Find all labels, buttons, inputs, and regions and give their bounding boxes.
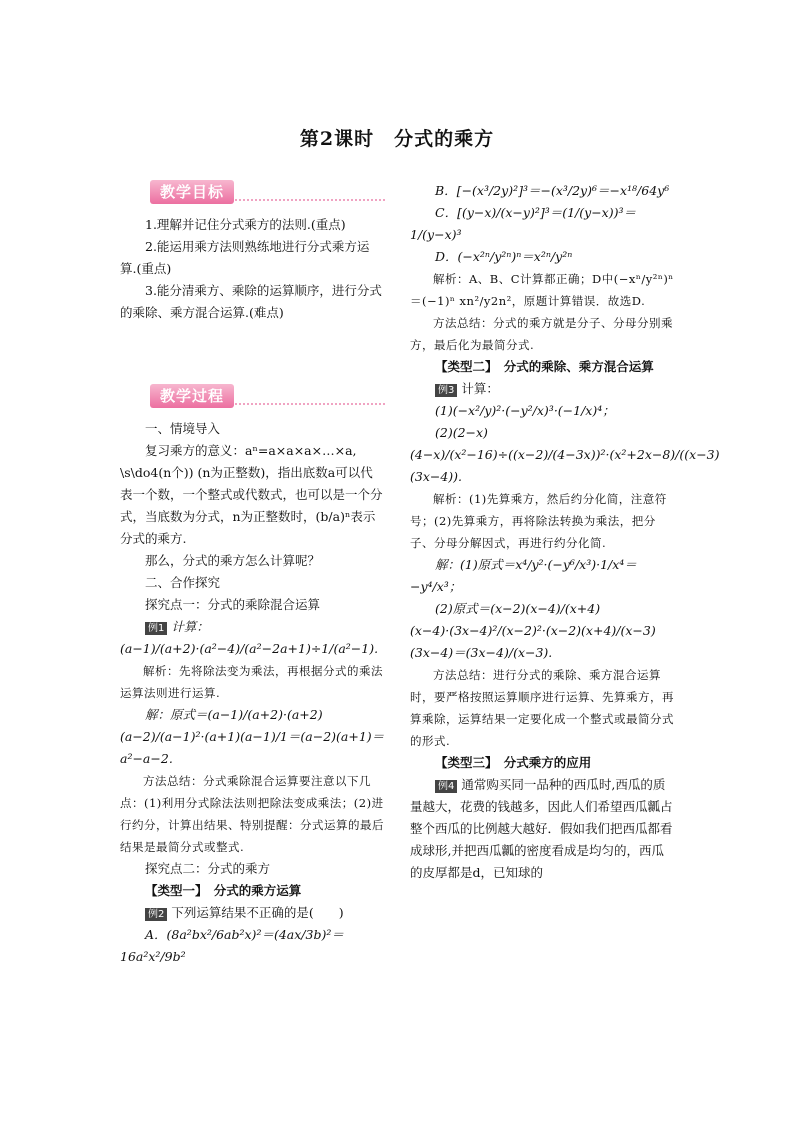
option-b: B．[−(x³/2y)²]³＝−(x³/2y)⁶＝−x¹⁸/64y⁶ <box>435 183 670 198</box>
point-heading: 探究点二：分式的乘方 <box>145 861 271 876</box>
section-heading: 二、合作探究 <box>145 575 221 590</box>
section-heading: 一、情境导入 <box>145 421 221 436</box>
example-1: 计算：(a−1)/(a+2)·(a²−4)/(a²−2a+1)÷1/(a²−1). <box>120 619 379 656</box>
example-3-solution-1: 解：(1)原式＝x⁴/y²·(−y⁶/x³)·1/x⁴＝−y⁴/x³； <box>410 557 637 594</box>
page-title: 第2课时 分式的乘方 <box>299 128 495 150</box>
example-tag: 例2 <box>145 908 167 921</box>
example-1-analysis: 解析：先将除法变为乘法，再根据分式的乘法运算法则进行运算. <box>120 664 383 700</box>
example-3-solution-2: (2)原式＝(x−2)(x−4)/(x+4)(x−4)·(3x−4)²/(x−2)²·(x−2)(x+4)/(x−3)(3x−4)＝(3x−4)/(x−3). <box>410 601 656 660</box>
option-d: D．(−x²ⁿ/y²ⁿ)ⁿ＝x²ⁿ/y²ⁿ <box>435 249 573 264</box>
goal-2: 2.能运用乘方法则熟练地进行分式乘方运算.(重点) <box>120 239 370 276</box>
example-tag: 例3 <box>435 384 457 397</box>
example-2-analysis: 解析：A、B、C计算都正确；D中(−xⁿ/y²ⁿ)ⁿ＝(−1)ⁿ xn²/y2n²，原题计算错误．故选D. <box>410 272 674 308</box>
banner-teaching-goals <box>120 180 385 206</box>
example-1-solution: 解：原式＝(a−1)/(a+2)·(a+2)(a−2)/(a−1)²·(a+1)(a−1)/1＝(a−2)(a+1)＝a²−a−2. <box>120 707 385 766</box>
example-3-part-2: (2)(2−x)(4−x)/(x²−16)÷((x−2)/(4−3x))²·(x²+2x−8)/((x−3)(3x−4)). <box>410 425 720 484</box>
intro-paragraph: 复习乘方的意义：aⁿ=a×a×a×…×a, \s\do4(n个)) (n为正整数)，指出底数a可以代表一个数，一个整式或代数式，也可以是一个分式，当底数为分式，n为正整数时，(b/a)ⁿ表示分式的乘方. <box>120 443 383 546</box>
goal-1: 1.理解并记住分式乘方的法则.(重点) <box>145 217 346 232</box>
intro-question: 那么，分式的乘方怎么计算呢？ <box>145 553 321 568</box>
example-3-analysis: 解析：(1)先算乘方，然后约分化简，注意符号；(2)先算乘方，再将除法转换为乘法，把分子、分母分解因式，再进行约分化简. <box>410 492 667 550</box>
example-2: 下列运算结果不正确的是( ) <box>171 905 344 920</box>
type-heading: 【类型三】 分式乘方的应用 <box>435 755 592 770</box>
example-3: 计算： <box>461 381 499 396</box>
example-3-part-1: (1)(−x²/y)²·(−y²/x)³·(−1/x)⁴； <box>435 403 615 418</box>
example-3-summary: 方法总结：进行分式的乘除、乘方混合运算时，要严格按照运算顺序进行运算、先算乘方，再算乘除，运算结果一定要化成一个整式或最简分式的形式. <box>410 668 674 748</box>
example-tag: 例1 <box>145 622 167 635</box>
type-heading: 【类型二】 分式的乘除、乘方混合运算 <box>435 359 654 374</box>
goal-3: 3.能分清乘方、乘除的运算顺序，进行分式的乘除、乘方混合运算.(难点) <box>120 283 382 320</box>
example-4: 通常购买同一品种的西瓜时,西瓜的质量越大，花费的钱越多，因此人们希望西瓜瓤占整个西瓜的比例越大越好．假如我们把西瓜都看成球形,并把西瓜瓤的密度看成是均匀的，西瓜的皮厚都是d，已知球的 <box>410 777 673 880</box>
point-heading: 探究点一：分式的乘除混合运算 <box>145 597 321 612</box>
type-heading: 【类型一】 分式的乘方运算 <box>145 883 302 898</box>
example-tag: 例4 <box>435 780 457 793</box>
banner-label: 教学过程 <box>150 384 234 408</box>
example-2-summary: 方法总结：分式的乘方就是分子、分母分别乘方，最后化为最简分式. <box>410 316 673 352</box>
option-c: C．[(y−x)/(x−y)²]³＝(1/(y−x))³＝1/(y−x)³ <box>410 205 636 242</box>
banner-teaching-process <box>120 384 385 410</box>
left-column <box>120 180 385 968</box>
banner-label: 教学目标 <box>150 180 234 204</box>
option-a: A．(8a²bx²/6ab²x)²＝(4ax/3b)²＝16a²x²/9b² <box>120 927 344 964</box>
example-1-summary: 方法总结：分式乘除混合运算要注意以下几点：(1)利用分式除法法则把除法变成乘法；(2)进行约分，计算出结果、特别提醒：分式运算的最后结果是最简分式或整式. <box>120 774 384 854</box>
right-column <box>410 180 720 884</box>
